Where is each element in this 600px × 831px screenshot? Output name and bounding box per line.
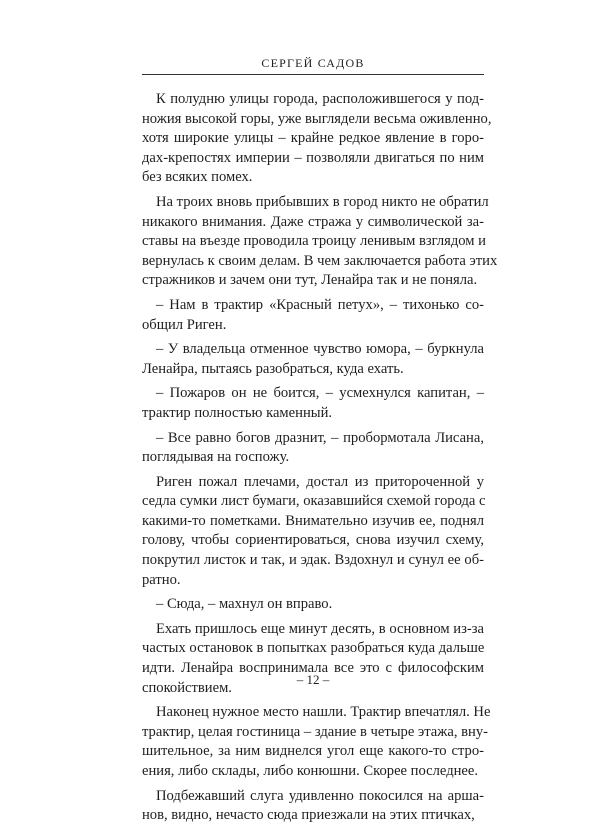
text-line: шительное, за ним виднелся угол еще какого-то стро- <box>142 743 484 760</box>
text-line: голову, чтобы сориентироваться, снова изучил схему, <box>142 532 484 549</box>
text-line: ножия высокой горы, уже выглядели весьма оживленно, <box>142 110 492 127</box>
text-line: хотя широкие улицы – крайне редкое явление в горо- <box>142 130 484 147</box>
text-line: трактир, целая гостиница – здание в четыре этажа, вну- <box>142 723 488 740</box>
text-line: – Все равно богов дразнит, – пробормотала Лисана, <box>156 429 484 446</box>
text-line: частых остановок в попытках разобраться куда дальше <box>142 640 485 657</box>
body-text <box>142 90 498 831</box>
text-line: идти. Ленайра воспринимала все это с философским <box>142 660 484 677</box>
paragraph <box>142 429 484 468</box>
header-rule <box>142 74 484 75</box>
text-line: дах-крепостях империи – позволяли двигаться по ним <box>142 149 484 166</box>
paragraph <box>142 787 484 826</box>
text-line: седла сумки лист бумаги, оказавшийся схемой города с <box>142 493 486 510</box>
text-line: без всяких помех. <box>142 169 253 186</box>
text-line: трактир полностью каменный. <box>142 404 333 421</box>
text-line: Подбежавший слуга удивленно покосился на аршa- <box>156 787 484 804</box>
text-line: поглядывая на госпожу. <box>142 449 290 466</box>
text-line: – Пожаров он не боится, – усмехнулся капитан, – <box>156 385 484 402</box>
text-line: ратно. <box>142 571 181 588</box>
text-line: какими-то пометками. Внимательно изучив ее, поднял <box>142 512 484 529</box>
text-line: ставы на въезде проводила троицу ленивым взглядом и <box>142 233 486 250</box>
text-line: ения, либо склады, либо конюшни. Скорее последнее. <box>142 763 479 779</box>
text-line: – Нам в трактир «Красный петух», – тихонько со- <box>156 296 484 313</box>
paragraph <box>142 473 484 591</box>
text-line: Ехать пришлось еще минут десять, в основном из-за <box>156 620 484 637</box>
paragraph <box>142 296 484 335</box>
text-line: стражников и зачем они тут, Ленайра так и не поняла. <box>142 272 478 289</box>
text-line: никакого внимания. Даже стража у символической за- <box>142 213 484 230</box>
text-line: Наконец нужное место нашли. Трактир впечатлял. Не <box>156 704 491 721</box>
text-line: вернулась к своим делам. В чем заключается работа этих <box>142 252 498 269</box>
paragraph <box>142 703 491 781</box>
text-line: Ленайра, пытаясь разобраться, куда ехать. <box>142 360 404 377</box>
text-line: покрутил листок и так, и эдак. Вздохнул и сунул ее об- <box>142 552 484 569</box>
text-line: – У владельца отменное чувство юмора, – буркнула <box>156 341 484 358</box>
text-line: нов, видно, нечасто сюда приезжали на этих птичках, <box>142 807 475 824</box>
text-line: общил Риген. <box>142 316 227 333</box>
text-line: Риген пожал плечами, достал из притороченной у <box>156 473 484 490</box>
paragraph <box>142 384 484 423</box>
paragraph <box>142 193 498 291</box>
running-title: СЕРГЕЙ САДОВ <box>261 56 365 70</box>
paragraph <box>142 90 492 188</box>
page-number: – 12 – <box>296 672 330 687</box>
text-line: – Сюда, – махнул он вправо. <box>156 596 333 613</box>
paragraph <box>142 340 484 379</box>
text-line: К полудню улицы города, расположившегося у под- <box>156 91 484 107</box>
text-line: На троих вновь прибывших в город никто не обратил <box>156 193 489 210</box>
paragraph <box>142 595 484 615</box>
text-line: спокойствием. <box>142 679 232 696</box>
